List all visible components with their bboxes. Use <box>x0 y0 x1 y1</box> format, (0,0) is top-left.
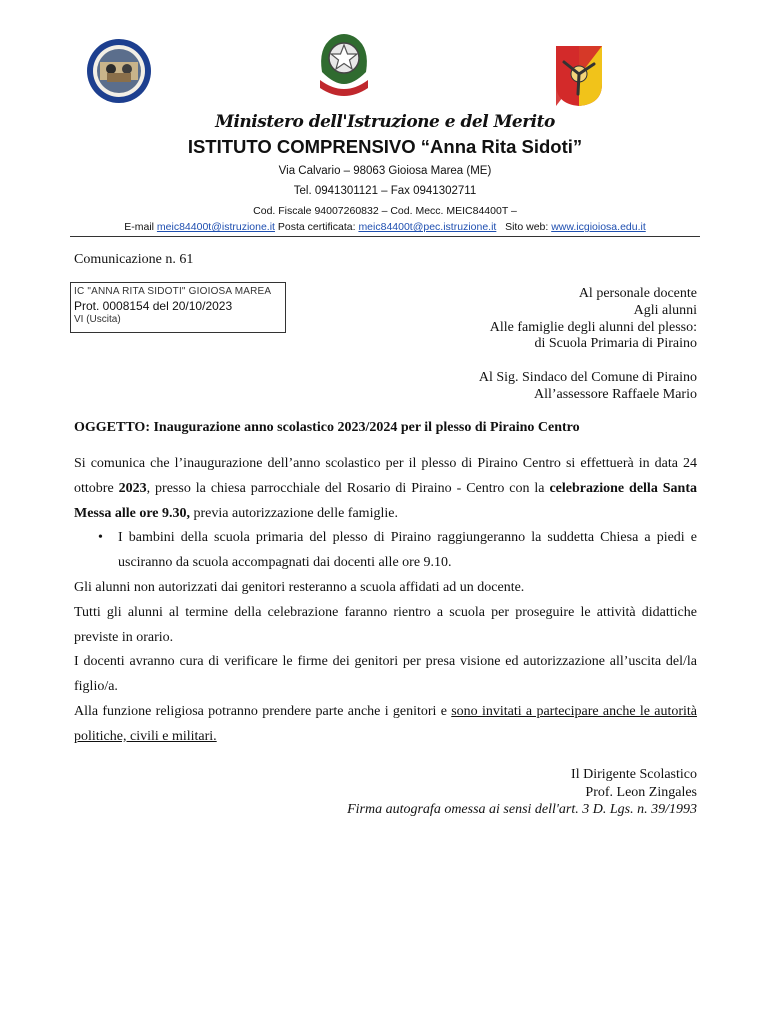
body-paragraph: Tutti gli alunni al termine della celebrazione faranno rientro a scuola per proseguire le attività didattiche previste in orario. <box>74 604 697 645</box>
body-paragraph: I docenti avranno cura di verificare le firme dei genitori per presa visione ed autorizzazione all’uscita del/la figlio/a. <box>74 654 697 695</box>
protocol-type: VI (Uscita) <box>74 314 121 325</box>
italian-republic-emblem-icon <box>314 28 374 104</box>
recipient-line: di Scuola Primaria di Piraino <box>534 336 697 352</box>
signature-block <box>347 766 697 819</box>
signer-role: Il Dirigente Scolastico <box>571 767 697 782</box>
bullet-icon: • <box>98 530 103 546</box>
body-text: previa autorizzazione delle famiglie. <box>190 505 398 521</box>
recipient-line: Al Sig. Sindaco del Comune di Piraino <box>478 370 697 385</box>
school-fiscal-code: Cod. Fiscale 94007260832 – Cod. Mecc. MEIC84400T – <box>253 205 517 217</box>
protocol-stamp <box>70 282 286 333</box>
school-contacts <box>0 221 770 233</box>
body-paragraph <box>74 700 697 750</box>
recipient-line: Agli alunni <box>633 302 697 318</box>
body-underlined: sono invitati a partecipare anche le autorità politiche, civili e militari. <box>74 703 697 744</box>
website-link[interactable]: www.icgioiosa.edu.it <box>551 221 646 233</box>
body-year: 2023 <box>118 480 147 496</box>
letter-body <box>74 452 697 750</box>
body-text: Si comunica che l’inaugurazione dell’anno scolastico per il plesso di Piraino Centro si effettuerà in data 24 ottobre <box>74 456 697 496</box>
web-label: Sito web: <box>496 221 552 233</box>
pec-label: Posta certificata: <box>274 221 359 233</box>
communication-number: Comunicazione n. 61 <box>74 252 194 267</box>
body-text: , presso la chiesa parrocchiale del Rosario di Piraino - Centro con la <box>146 480 550 496</box>
recipients-block-2 <box>479 370 697 404</box>
pec-link[interactable]: meic84400t@pec.istruzione.it <box>358 221 497 233</box>
ministry-name: Ministero dell'Istruzione e del Merito <box>215 112 555 132</box>
subject-line: OGGETTO: Inaugurazione anno scolastico 2023/2024 per il plesso di Piraino Centro <box>74 420 580 435</box>
email-link[interactable]: meic84400t@istruzione.it <box>156 221 275 233</box>
school-name: ISTITUTO COMPRENSIVO “Anna Rita Sidoti” <box>187 136 583 157</box>
bullet-list <box>74 526 697 576</box>
list-item <box>74 526 697 576</box>
signer-name: Prof. Leon Zingales <box>585 784 697 800</box>
body-emphasis: celebrazione della Santa Messa alle ore 9.30, <box>74 480 698 521</box>
email-label: E-mail <box>124 221 157 233</box>
school-seal-icon <box>86 38 152 104</box>
protocol-school: IC "ANNA RITA SIDOTI" GIOIOSA MAREA <box>74 286 272 297</box>
recipients-block <box>490 286 697 353</box>
body-paragraph: Gli alunni non autorizzati dai genitori resteranno a scuola affidati ad un docente. <box>74 579 525 595</box>
sicily-trinacria-icon <box>554 44 604 108</box>
recipient-line: Al personale docente <box>578 286 697 301</box>
recipient-line: All’assessore Raffaele Mario <box>533 386 697 402</box>
body-text: Alla funzione religiosa potranno prendere parte anche i genitori e <box>74 703 452 719</box>
body-paragraph <box>74 452 697 526</box>
school-phone: Tel. 0941301121 – Fax 0941302711 <box>293 185 477 197</box>
school-address: Via Calvario – 98063 Gioiosa Marea (ME) <box>278 165 492 177</box>
protocol-number: Prot. 0008154 del 20/10/2023 <box>74 299 233 313</box>
list-item-text: I bambini della scuola primaria del plesso di Piraino raggiungeranno la suddetta Chiesa a piedi e usciranno da scuola accompagnati dai docenti alle ore 9.10. <box>118 530 697 571</box>
recipient-line: Alle famiglie degli alunni del plesso: <box>489 319 697 335</box>
signature-note: Firma autografa omessa ai sensi dell'art. 3 D. Lgs. n. 39/1993 <box>347 802 697 817</box>
header-divider <box>70 236 700 237</box>
